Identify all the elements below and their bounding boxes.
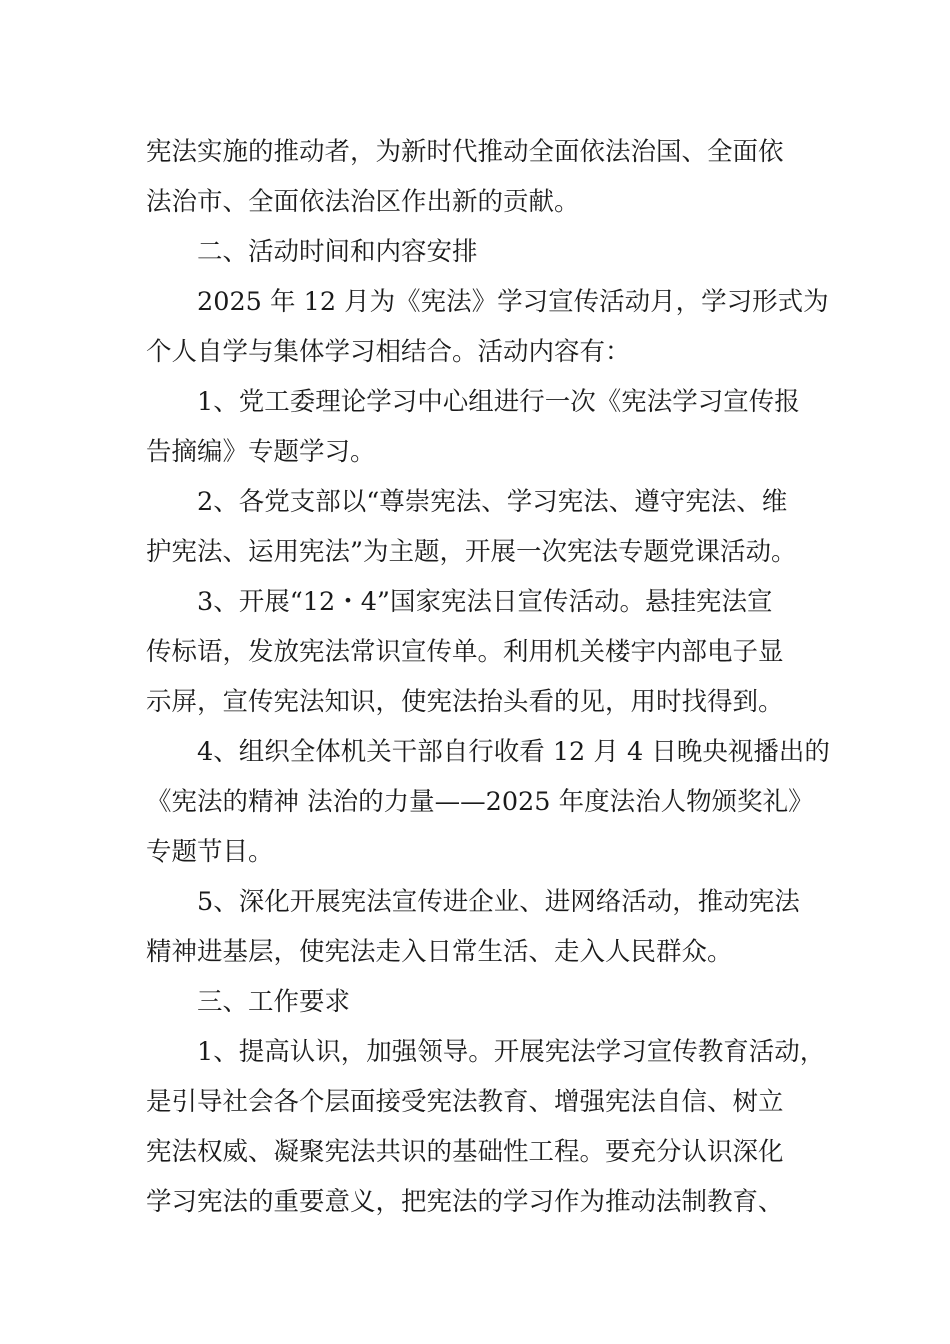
text-line: 是引导社会各个层面接受宪法教育、增强宪法自信、树立 [146, 1087, 784, 1117]
text-line: 《宪法的精神 法治的力量——2025 年度法治人物颁奖礼》 [146, 787, 814, 817]
section-heading: 三、工作要求 [197, 987, 351, 1017]
section-heading: 二、活动时间和内容安排 [197, 237, 478, 267]
text-line: 2025 年 12 月为《宪法》学习宣传活动月，学习形式为 [197, 287, 829, 317]
text-line: 个人自学与集体学习相结合。活动内容有： [146, 337, 631, 367]
text-line: 护宪法、运用宪法”为主题，开展一次宪法专题党课活动。 [146, 537, 797, 567]
list-item: 1、提高认识，加强领导。开展宪法学习宣传教育活动， [197, 1037, 826, 1067]
text-line: 学习宪法的重要意义，把宪法的学习作为推动法制教育、 [146, 1187, 784, 1217]
text-line: 传标语，发放宪法常识宣传单。利用机关楼宇内部电子显 [146, 637, 784, 667]
text-line: 精神进基层，使宪法走入日常生活、走入人民群众。 [146, 937, 733, 967]
text-line: 宪法实施的推动者，为新时代推动全面依法治国、全面依 [146, 137, 784, 167]
list-item: 2、各党支部以“尊崇宪法、学习宪法、遵守宪法、维 [197, 487, 788, 517]
list-item: 3、开展“12・4”国家宪法日宣传活动。悬挂宪法宣 [197, 587, 773, 617]
text-line: 告摘编》专题学习。 [146, 437, 376, 467]
text-line: 宪法权威、凝聚宪法共识的基础性工程。要充分认识深化 [146, 1137, 784, 1167]
list-item: 4、组织全体机关干部自行收看 12 月 4 日晚央视播出的 [197, 737, 830, 767]
text-line: 法治市、全面依法治区作出新的贡献。 [146, 187, 580, 217]
text-line: 专题节目。 [146, 837, 274, 867]
text-line: 示屏，宣传宪法知识，使宪法抬头看的见，用时找得到。 [146, 687, 784, 717]
list-item: 5、深化开展宪法宣传进企业、进网络活动，推动宪法 [197, 887, 800, 917]
list-item: 1、党工委理论学习中心组进行一次《宪法学习宣传报 [197, 387, 800, 417]
